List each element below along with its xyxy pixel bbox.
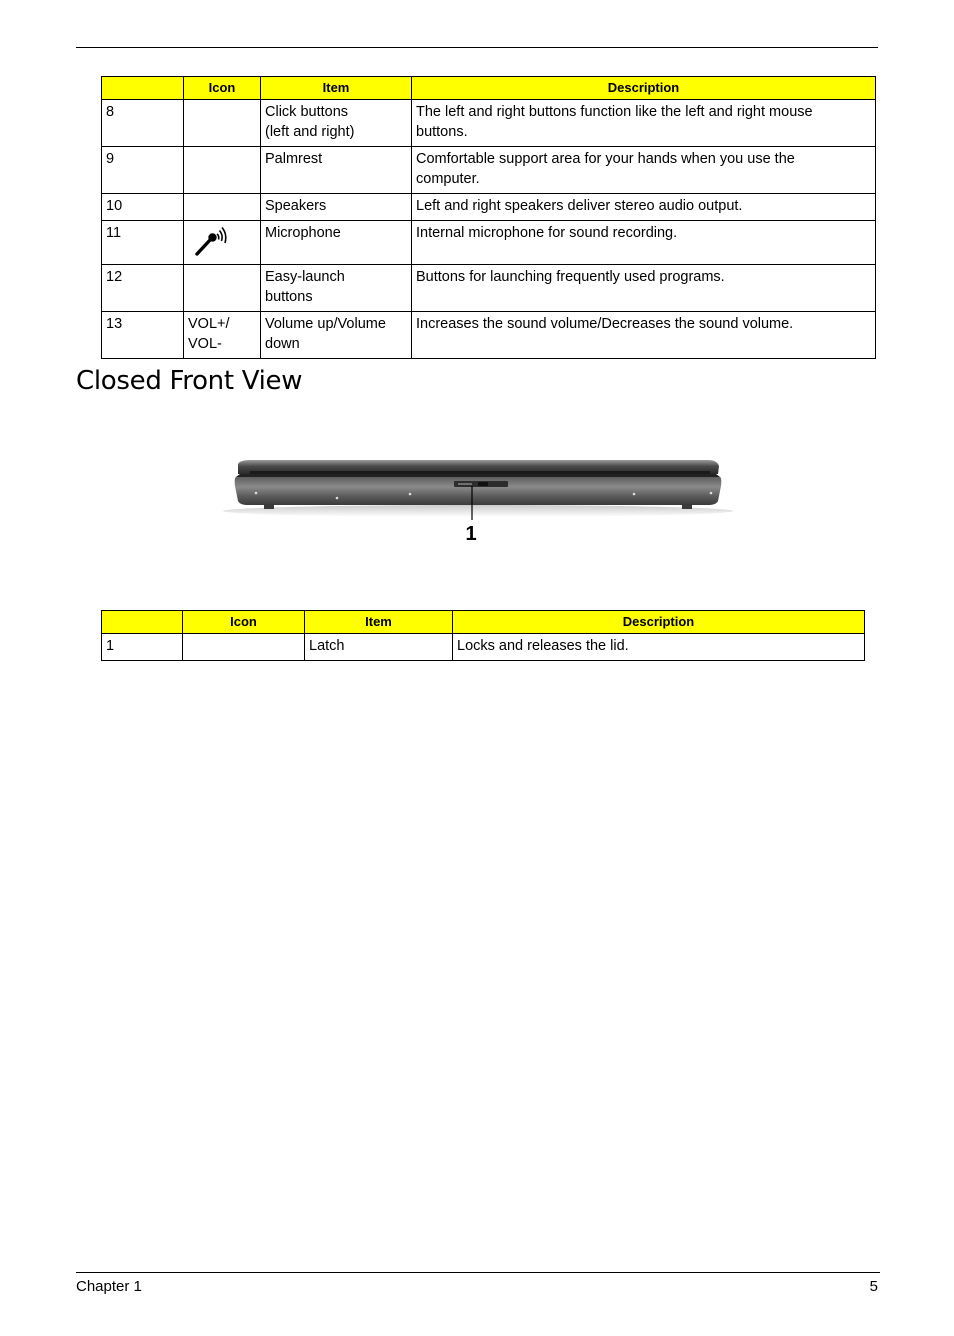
component-table-closed-front	[101, 610, 865, 661]
row-number: 8	[102, 100, 184, 147]
row-icon-cell	[184, 147, 261, 194]
footer-chapter: Chapter 1	[76, 1278, 142, 1295]
row-icon-cell	[184, 265, 261, 312]
footer-rule	[76, 1272, 880, 1273]
row-item: Latch	[305, 634, 453, 661]
row-number: 11	[102, 221, 184, 265]
header-number	[102, 77, 184, 100]
table-header-row	[102, 77, 876, 100]
row-description: Increases the sound volume/Decreases the sound volume.	[412, 312, 876, 359]
header-item: Item	[261, 77, 412, 100]
header-item: Item	[305, 611, 453, 634]
row-item: Palmrest	[261, 147, 412, 194]
table-row	[102, 312, 876, 359]
row-number: 13	[102, 312, 184, 359]
row-number: 12	[102, 265, 184, 312]
callout-number-1: 1	[465, 523, 477, 545]
header-description: Description	[412, 77, 876, 100]
header-number	[102, 611, 183, 634]
row-description: The left and right buttons function like the left and right mouse buttons.	[412, 100, 876, 147]
section-title: Closed Front View	[76, 366, 303, 396]
table-row	[102, 147, 876, 194]
row-item: Microphone	[261, 221, 412, 265]
row-description: Left and right speakers deliver stereo audio output.	[412, 194, 876, 221]
row-icon-cell	[184, 221, 261, 265]
laptop-closed-front-image	[220, 450, 740, 550]
row-icon-cell	[184, 100, 261, 147]
table-row	[102, 194, 876, 221]
row-description: Comfortable support area for your hands when you use the computer.	[412, 147, 876, 194]
table-header-row	[102, 611, 865, 634]
row-description: Internal microphone for sound recording.	[412, 221, 876, 265]
table-row	[102, 265, 876, 312]
header-rule	[76, 47, 878, 48]
row-number: 1	[102, 634, 183, 661]
row-item: Click buttons (left and right)	[261, 100, 412, 147]
row-description: Buttons for launching frequently used programs.	[412, 265, 876, 312]
table-row	[102, 634, 865, 661]
microphone-icon	[193, 225, 227, 257]
row-icon-cell	[184, 194, 261, 221]
row-number: 9	[102, 147, 184, 194]
row-number: 10	[102, 194, 184, 221]
table-row	[102, 100, 876, 147]
header-icon: Icon	[183, 611, 305, 634]
row-description: Locks and releases the lid.	[453, 634, 865, 661]
header-icon: Icon	[184, 77, 261, 100]
table-row	[102, 221, 876, 265]
footer-page-number: 5	[869, 1278, 878, 1295]
row-icon-cell: VOL+/ VOL-	[184, 312, 261, 359]
row-item: Volume up/Volume down	[261, 312, 412, 359]
header-description: Description	[453, 611, 865, 634]
row-icon-cell	[183, 634, 305, 661]
row-item: Easy-launch buttons	[261, 265, 412, 312]
component-table-open-view	[101, 76, 876, 359]
row-item: Speakers	[261, 194, 412, 221]
